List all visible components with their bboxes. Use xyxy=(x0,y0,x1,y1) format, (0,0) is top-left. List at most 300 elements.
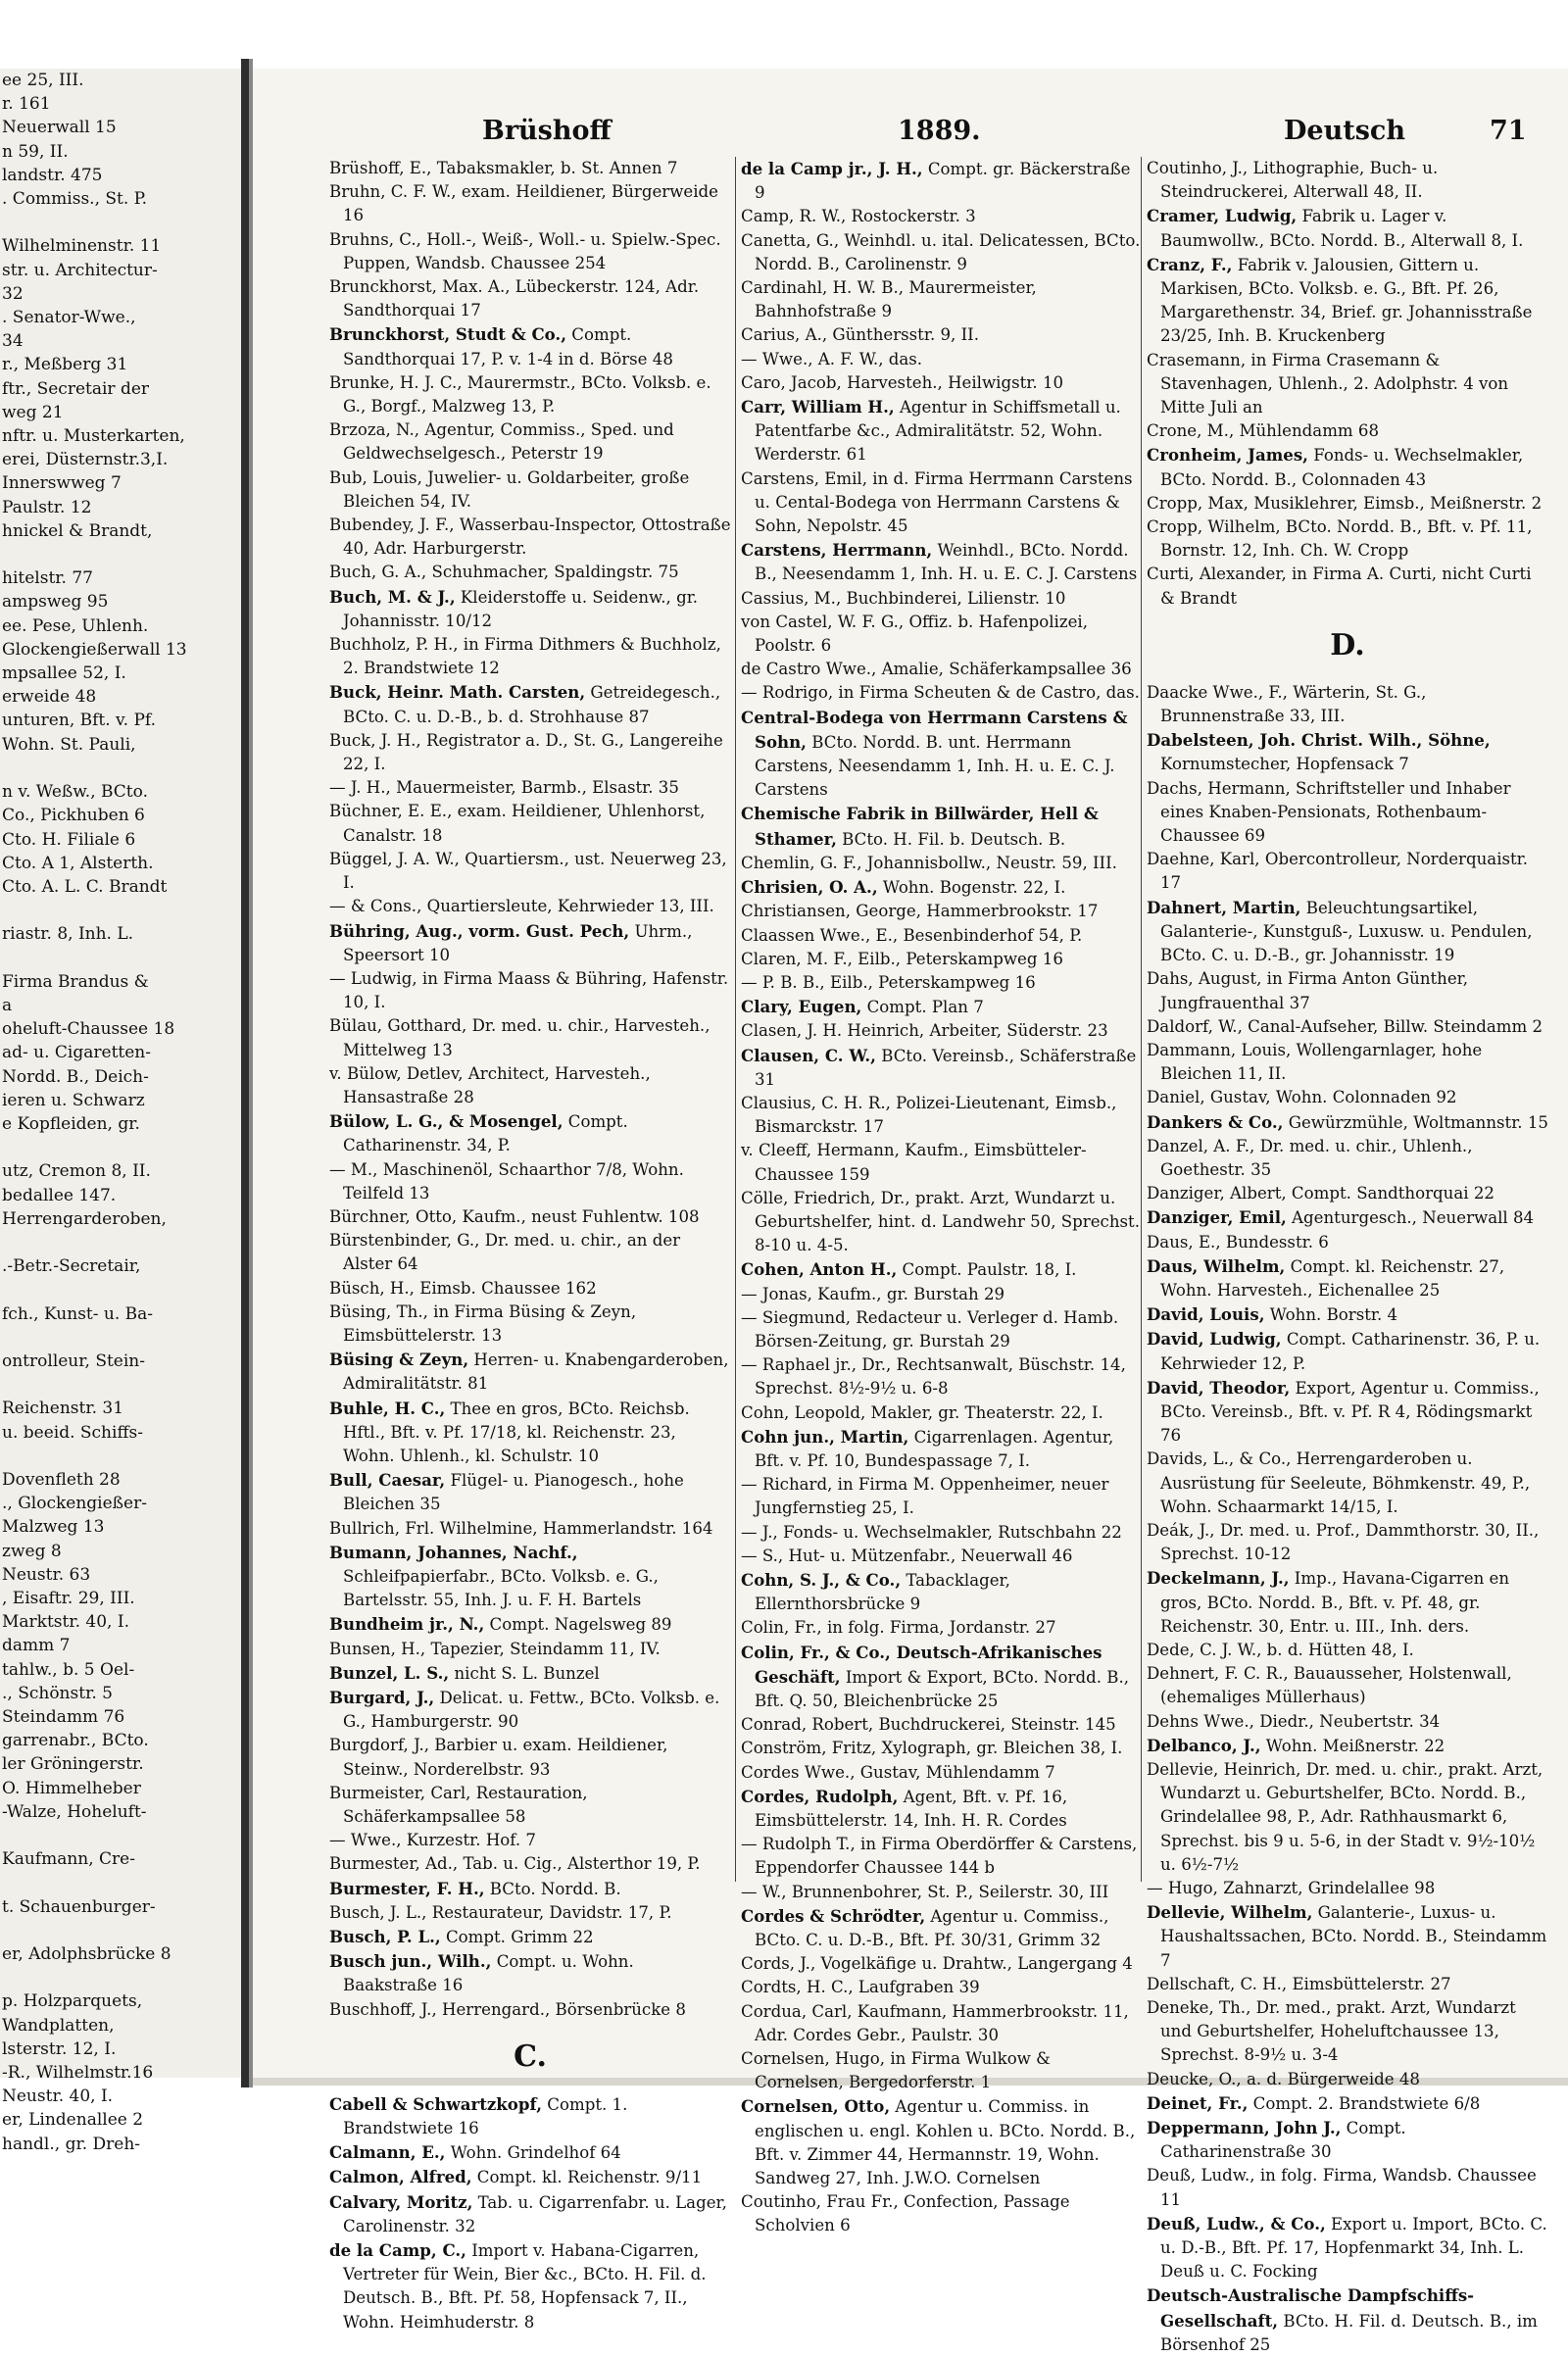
entry-details: Architect, Harvesteh., Hansastraße 28 xyxy=(343,1063,651,1106)
entry-details: Xylograph, gr. Bleichen 38, I. xyxy=(876,1739,1123,1758)
entry-name: Bülow, L. G., & Mosengel, xyxy=(329,1111,564,1132)
facing-page-line: zweg 8 xyxy=(2,1541,62,1561)
entry-name: Burgdorf, J., xyxy=(329,1736,429,1755)
facing-page-line: er, Lindenallee 2 xyxy=(2,2110,144,2131)
entry-name: Carstens, Herrmann, xyxy=(741,540,933,561)
entry-name: Claren, M. F., xyxy=(741,949,853,968)
entry-details: Agenturgesch., Neuerwall 84 xyxy=(1286,1208,1535,1228)
facing-page-line: Marktstr. 40, I. xyxy=(2,1612,129,1633)
directory-entry xyxy=(1147,1376,1548,1449)
facing-page-line xyxy=(0,1824,241,1847)
facing-page-line xyxy=(0,1919,241,1942)
facing-page-line: utz, Cremon 8, II. xyxy=(2,1161,151,1182)
directory-entry xyxy=(741,706,1143,803)
entry-name: Cords, J., xyxy=(741,1954,816,1974)
directory-entry xyxy=(1147,419,1548,443)
entry-details: Lübeckerstr. 124, Adr. Sandthorquai 17 xyxy=(343,277,700,320)
facing-page-line: , Eisaftr. 29, III. xyxy=(2,1589,135,1608)
entry-name: Busch, P. L., xyxy=(329,1927,441,1947)
entry-name: — & Cons., xyxy=(329,897,422,916)
facing-page-line xyxy=(0,757,241,780)
entry-details: Schuhmacher, Spaldingstr. 75 xyxy=(426,563,679,582)
entry-name: Bruhns, C., xyxy=(329,229,421,249)
facing-page-line: ontrolleur, Stein- xyxy=(2,1350,145,1371)
directory-entry xyxy=(329,1277,731,1301)
directory-entry xyxy=(1147,1086,1548,1109)
entry-name: Daacke Wwe., F., xyxy=(1147,682,1288,702)
entry-name: Daus, E., xyxy=(1147,1232,1221,1252)
entry-name: — Siegmund, xyxy=(741,1307,851,1327)
entry-details: Compt. kl. Reichenstr. 9/11 xyxy=(471,2168,703,2187)
entry-name: Buchholz, P. H., xyxy=(329,635,459,655)
entry-details: Buchdruckerei, Steinstr. 145 xyxy=(873,1715,1116,1735)
facing-page-line: O. Himmelheber xyxy=(2,1778,141,1798)
entry-name: Cölle, Friedrich, xyxy=(741,1188,876,1207)
entry-name: — Ludwig, xyxy=(329,968,417,988)
entry-name: — Wwe., A. F. W., xyxy=(741,349,884,368)
entry-details: Lithographie, Buch- u. Steindruckerei, Alterwall 48, II. xyxy=(1160,159,1439,202)
entry-name: Cronheim, James, xyxy=(1147,445,1308,466)
directory-entry xyxy=(329,1062,731,1109)
facing-page-line: Nordd. B., Deich- xyxy=(2,1066,149,1087)
entry-name: Calvary, Moritz, xyxy=(329,2191,473,2212)
entry-details: Import & Export, BCto. Nordd. B., Bft. Q. 50, Bleichenbrücke 25 xyxy=(755,1667,1130,1710)
entry-details: in Firma A. Curti, nicht Curti & Brandt xyxy=(1160,565,1532,608)
directory-entry xyxy=(329,1348,731,1396)
facing-page-line: Dovenfleth 28 xyxy=(2,1469,121,1490)
entry-name: Cornelsen, Hugo, xyxy=(741,2049,886,2069)
entry-name: Deák, J., xyxy=(1147,1520,1215,1540)
entry-details: Günthersstr. 9, II. xyxy=(827,325,979,345)
facing-page-line xyxy=(0,1871,241,1894)
entry-name: v. Cleeff, Hermann, xyxy=(741,1141,900,1160)
entry-details: Laufgraben 39 xyxy=(853,1978,980,1997)
directory-column-2 xyxy=(741,157,1143,2235)
directory-entry xyxy=(741,1092,1143,1139)
entry-details: Wohn. Colonnaden 92 xyxy=(1270,1088,1457,1107)
entry-details: Agentur in Schiffsmetall u. Patentfarbe &c., Admiralitätstr. 52, Wohn. Werderstr. 61 xyxy=(755,398,1121,465)
entry-details: BCto. Nordd. B. xyxy=(484,1879,621,1898)
directory-entry xyxy=(1147,2091,1548,2116)
directory-entry xyxy=(329,1301,731,1348)
directory-entry xyxy=(329,585,731,633)
entry-name: Bumann, Johannes, Nachf., xyxy=(329,1542,578,1562)
entry-name: Büsch, H., xyxy=(329,1278,415,1298)
entry-details: Compt. Paulstr. 18, I. xyxy=(897,1260,1077,1280)
entry-details: Bundesstr. 6 xyxy=(1220,1232,1329,1252)
entry-details: Mühlendamm 68 xyxy=(1234,421,1380,441)
directory-entry xyxy=(1147,253,1548,349)
entry-name: Cohn, Leopold, xyxy=(741,1402,866,1422)
entry-name: von Castel, W. F. G., xyxy=(741,612,905,631)
entry-name: Daldorf, W., xyxy=(1147,1016,1243,1036)
entry-details: Export, Agentur u. Commiss., BCto. Vereinsb., Bft. v. Pf. R 4, Rödingsmarkt 76 xyxy=(1160,1378,1540,1446)
directory-entry xyxy=(741,875,1143,900)
directory-entry xyxy=(1147,681,1548,728)
entry-details: Eilb., Peterskampweg 16 xyxy=(852,949,1063,968)
entry-name: Camp, R. W., xyxy=(741,207,847,226)
directory-entry xyxy=(329,514,731,561)
entry-name: — Richard, xyxy=(741,1475,833,1495)
entry-details: Fonds- u. Wechselmakler, Rutschbahn 22 xyxy=(777,1522,1122,1542)
facing-page-line: Herrengarderoben, xyxy=(2,1208,167,1229)
directory-entry xyxy=(1147,1327,1548,1375)
entry-details: Gewürzmühle, Woltmannstr. 15 xyxy=(1283,1112,1548,1132)
entry-details: Johannisbollw., Neustr. 59, III. xyxy=(861,853,1117,872)
facing-page-line: damm 7 xyxy=(2,1636,71,1656)
entry-name: Dehnert, F. C. R., xyxy=(1147,1664,1289,1684)
facing-page-line: Cto. H. Filiale 6 xyxy=(2,829,136,850)
directory-entry xyxy=(741,1425,1143,1473)
entry-name: Daehne, Karl, xyxy=(1147,850,1260,869)
entry-details: Vogelkäfige u. Drahtw., Langergang 4 xyxy=(815,1954,1133,1974)
entry-details: Tapezier, Steindamm 11, IV. xyxy=(425,1639,661,1658)
entry-details: Hammerlandstr. 164 xyxy=(537,1518,713,1538)
entry-details: Tab. u. Cig., Alsterthor 19, P. xyxy=(458,1854,701,1874)
entry-name: Cabell & Schwartzkopf, xyxy=(329,2093,542,2114)
entry-name: — Raphael jr., xyxy=(741,1355,858,1375)
directory-entry xyxy=(1147,1448,1548,1519)
directory-entry xyxy=(741,1257,1143,1282)
entry-name: Büchner, E. E., xyxy=(329,802,453,821)
entry-details: Schriftsteller und Inhaber eines Knaben-Pensionats, Rothenbaum-Chaussee 69 xyxy=(1160,778,1511,846)
directory-entry xyxy=(1147,1205,1548,1230)
entry-name: Calmon, Alfred, xyxy=(329,2167,472,2187)
entry-details: in folg. Firma, Wandsb. Chaussee 11 xyxy=(1160,2166,1537,2209)
directory-entry xyxy=(1147,1639,1548,1662)
entry-details: Agent, Bft. v. Pf. 16, Eimsbüttelerstr. 14, Inh. H. R. Cordes xyxy=(755,1787,1068,1831)
entry-details: in folg. Firma, Jordanstr. 27 xyxy=(821,1618,1056,1638)
facing-page-line: . Commiss., St. P. xyxy=(2,189,148,210)
facing-page-line: 32 xyxy=(2,283,24,304)
facing-page-line xyxy=(0,1278,241,1301)
directory-entry xyxy=(329,776,731,800)
facing-page-line: t. Schauenburger- xyxy=(2,1896,156,1917)
column-rule-2 xyxy=(1141,157,1142,1882)
entry-name: — Rodrigo, xyxy=(741,683,834,703)
directory-entry xyxy=(741,276,1143,323)
facing-page-line xyxy=(0,1445,241,1468)
entry-details: Polizei-Lieutenant, Eimsb., Bismarckstr. 17 xyxy=(755,1093,1117,1137)
directory-entry xyxy=(741,852,1143,875)
directory-entry xyxy=(329,2092,731,2140)
entry-details: Flügel- u. Pianogesch., hohe Bleichen 35 xyxy=(343,1471,684,1514)
directory-entry xyxy=(329,633,731,680)
entry-name: Danziger, Emil, xyxy=(1147,1207,1287,1228)
entry-details: Kleiderstoffe u. Seidenw., gr. Johannisstr. 10/12 xyxy=(343,587,699,630)
entry-details: BCto. Nordd. B., Bft. v. Pf. 11, Bornstr. 12, Inh. Ch. W. Cropp xyxy=(1160,517,1533,561)
facing-page-line: weg 21 xyxy=(2,402,64,422)
directory-entry xyxy=(741,995,1143,1019)
entry-name: Buch, G. A., xyxy=(329,563,427,582)
directory-entry xyxy=(329,1734,731,1781)
entry-details: Delicat. u. Fettw., BCto. Volksb. e. G., Hamburgerstr. 90 xyxy=(343,1689,720,1732)
directory-entry xyxy=(329,919,731,967)
running-header xyxy=(0,116,1568,155)
directory-entry xyxy=(1147,516,1548,563)
directory-entry xyxy=(741,611,1143,658)
facing-page-line: Neustr. 40, I. xyxy=(2,2087,114,2107)
directory-entry xyxy=(329,1541,731,1613)
directory-entry xyxy=(329,180,731,227)
directory-entry xyxy=(329,680,731,728)
facing-page-line xyxy=(0,899,241,922)
entry-details: Dr. med. u. Prof., Dammthorstr. 30, II., Sprechst. 10-12 xyxy=(1160,1520,1540,1564)
directory-entry xyxy=(1147,563,1548,610)
entry-details: Amalie, Schäferkampsallee 36 xyxy=(876,660,1132,679)
directory-entry xyxy=(1147,1039,1548,1086)
year-heading: 1889. xyxy=(898,116,981,146)
entry-name: Büsing & Zeyn, xyxy=(329,1350,469,1370)
directory-entry xyxy=(741,1713,1143,1737)
directory-entry xyxy=(329,1949,731,1997)
entry-name: Chemlin, G. F., xyxy=(741,853,862,872)
facing-page-line: bedallee 147. xyxy=(2,1185,117,1205)
entry-details: Eimsbüttelerstr. 27 xyxy=(1287,1974,1451,1993)
entry-details: Brunnenbohrer, St. P., Seilerstr. 30, III xyxy=(786,1882,1109,1901)
entry-name: Dabelsteen, Joh. Christ. Wilh., Söhne, xyxy=(1147,730,1491,751)
entry-details: Wohn. Borstr. 4 xyxy=(1264,1305,1398,1325)
entry-details: Kurzestr. Hof. 7 xyxy=(401,1831,536,1850)
entry-details: Dr. med. u. chir., Harvesteh., Mittelweg 13 xyxy=(343,1016,710,1059)
entry-name: Carr, William H., xyxy=(741,397,895,417)
entry-details: Restauration, Schäferkampsallee 58 xyxy=(343,1783,588,1827)
entry-details: exam. Heildiener, Bürgerweide 16 xyxy=(343,182,718,225)
entry-details: Getreidegesch., BCto. C. u. D.-B., b. d. Strohhause 87 xyxy=(343,683,721,726)
facing-page-line: tahlw., b. 5 Oel- xyxy=(2,1659,135,1680)
facing-page-line: garrenabr., BCto. xyxy=(2,1731,149,1751)
entry-details: in Firma Scheuten & de Castro, das. xyxy=(833,683,1140,703)
directory-entry xyxy=(1147,204,1548,252)
entry-details: in Firma Büsing & Zeyn, Eimsbüttelerstr. 13 xyxy=(343,1301,637,1345)
facing-page-line: riastr. 8, Inh. L. xyxy=(2,924,134,945)
entry-details: das. xyxy=(883,349,923,368)
entry-details: Export u. Import, BCto. C. u. D.-B., Bft. Pf. 17, Hopfenmarkt 34, Inh. L. Deuß u. C. Focking xyxy=(1160,2214,1547,2282)
entry-details: Compt. Sandthorquai 17, P. v. 1-4 in d. Börse 48 xyxy=(343,325,673,368)
entry-details: Herren- u. Knabengarderoben, Admiralitätstr. 81 xyxy=(343,1350,729,1394)
entry-details: Musiklehrer, Eimsb., Meißnerstr. 2 xyxy=(1248,493,1543,513)
directory-entry xyxy=(741,658,1143,681)
running-head-right: Deutsch xyxy=(1284,116,1405,146)
entry-name: Dellevie, Heinrich, xyxy=(1147,1760,1301,1779)
entry-name: Dede, C. J. W., xyxy=(1147,1640,1262,1659)
entry-details: Holl.-, Weiß-, Woll.- u. Spielw.-Spec. Puppen, Wandsb. Chaussee 254 xyxy=(343,229,721,272)
directory-entry xyxy=(1147,492,1548,516)
directory-entry xyxy=(741,371,1143,395)
entry-name: Dahnert, Martin, xyxy=(1147,897,1301,917)
directory-entry xyxy=(741,1019,1143,1043)
entry-name: — J. H., xyxy=(329,778,391,798)
directory-entry xyxy=(741,1139,1143,1186)
entry-name: Büsing, Th., xyxy=(329,1301,428,1321)
directory-entry xyxy=(741,681,1143,705)
facing-page-line: -Walze, Hoheluft- xyxy=(2,1801,147,1822)
facing-page-line: er, Adolphsbrücke 8 xyxy=(2,1944,172,1965)
facing-page-line: ftr., Secretair der xyxy=(2,378,150,399)
entry-details: Compt. Plan 7 xyxy=(861,998,984,1017)
directory-entry xyxy=(741,1785,1143,1833)
directory-entry xyxy=(329,1397,731,1469)
directory-entry xyxy=(329,2165,731,2189)
directory-entry xyxy=(329,1205,731,1229)
entry-name: Dammann, Louis, xyxy=(1147,1040,1292,1059)
directory-entry xyxy=(741,467,1143,539)
facing-page-line: Glockengießerwall 13 xyxy=(2,639,187,660)
entry-name: Crone, M., xyxy=(1147,421,1235,441)
facing-page-line: 34 xyxy=(2,331,24,352)
entry-name: — W., xyxy=(741,1882,787,1901)
directory-entry xyxy=(329,848,731,895)
facing-page-line: ee. Pese, Uhlenh. xyxy=(2,615,149,636)
entry-name: Bunzel, L. S., xyxy=(329,1662,450,1683)
directory-entry xyxy=(1147,1758,1548,1877)
entry-details: Weinhdl., BCto. Nordd. B., Neesendamm 1, Inh. H. u. E. C. J. Carstens xyxy=(755,541,1138,584)
entry-details: Offiz. b. Hafenpolizei, Poolstr. 6 xyxy=(755,612,1088,656)
entry-name: Clausius, C. H. R., xyxy=(741,1093,891,1112)
directory-entry xyxy=(329,1661,731,1686)
entry-details: in Firma Wulkow & Cornelsen, Bergedorferstr. 1 xyxy=(755,2049,1051,2092)
directory-entry xyxy=(329,322,731,370)
book-gutter xyxy=(241,59,249,2087)
facing-page-line: a xyxy=(2,995,13,1015)
entry-name: Bülau, Gotthard, xyxy=(329,1016,467,1036)
entry-details: Compt. Catharinenstr. 36, P. u. Kehrwieder 12, P. xyxy=(1160,1330,1541,1373)
section-letter-heading: C. xyxy=(514,2038,547,2074)
entry-name: Cramer, Ludwig, xyxy=(1147,206,1298,226)
entry-details: in Firma Maass & Bühring, Hafenstr. 10, I. xyxy=(343,968,729,1012)
entry-details: Cigarrenlagen. Agentur, Bft. v. Pf. 10, Bundespassage 7, I. xyxy=(755,1427,1114,1470)
entry-name: — M., xyxy=(329,1159,378,1179)
entry-name: Brzoza, N., xyxy=(329,420,420,440)
directory-entry xyxy=(741,2000,1143,2047)
facing-page-line xyxy=(0,1373,241,1397)
facing-page-line: Wohn. St. Pauli, xyxy=(2,734,136,755)
directory-entry xyxy=(741,1568,1143,1616)
entry-details: Dr. med. u. chir., prakt. Arzt, Wundarzt u. Geburtshelfer, BCto. Nordd. B., Grindelallee 98, P., Adr. Rathhausmarkt 6, Sprechst. bis 9 u. 5-6, in der Stadt v. 9½-10½ u. 6½-7½ xyxy=(1160,1760,1544,1874)
directory-entry xyxy=(1147,728,1548,776)
directory-entry xyxy=(741,1833,1143,1880)
directory-entry xyxy=(741,1952,1143,1976)
facing-page-line: handl., gr. Dreh- xyxy=(2,2134,141,2154)
directory-entry xyxy=(741,1761,1143,1785)
entry-details: in d. Firma Herrmann Carstens u. Cental-Bodega von Herrmann Carstens & Sohn, Nepolstr. 45 xyxy=(755,468,1133,536)
facing-page-line: . Senator-Wwe., xyxy=(2,308,136,328)
directory-entry xyxy=(741,395,1143,467)
entry-name: Dachs, Hermann, xyxy=(1147,778,1291,798)
entry-name: Bullrich, Frl. Wilhelmine, xyxy=(329,1518,538,1538)
entry-details: Maurermstr., BCto. Volksb. e. G., Borgf., Malzweg 13, P. xyxy=(343,372,711,417)
entry-name: Bruhn, C. F. W., xyxy=(329,182,457,202)
entry-details: Redacteur u. Verleger d. Hamb. Börsen-Zeitung, gr. Burstah 29 xyxy=(755,1307,1119,1350)
directory-entry xyxy=(1147,443,1548,491)
entry-details: Confection, Passage Scholvien 6 xyxy=(755,2192,1070,2235)
entry-name: Büggel, J. A. W., xyxy=(329,849,460,868)
entry-name: Deutsch-Australische Dampfschiffs-Gesellschaft, xyxy=(1147,2285,1475,2331)
entry-name: v. Bülow, Detlev, xyxy=(329,1063,464,1083)
entry-details: Agentur, Commiss., Sped. und Geldwechselgesch., Peterstr 19 xyxy=(343,420,674,464)
directory-entry xyxy=(1147,1877,1548,1900)
entry-details: Makler, gr. Theaterstr. 22, I. xyxy=(865,1402,1103,1422)
directory-entry xyxy=(1147,1015,1548,1039)
facing-page-line: Wilhelminenstr. 11 xyxy=(2,236,162,257)
directory-entry xyxy=(1147,2212,1548,2284)
directory-entry xyxy=(741,205,1143,228)
directory-entry xyxy=(329,1998,731,2022)
directory-entry xyxy=(741,924,1143,948)
entry-details: Compt. 1. Brandstwiete 16 xyxy=(343,2094,628,2138)
entry-details: Registrator a. D., St. G., Langereihe 22, I. xyxy=(343,730,723,774)
directory-entry xyxy=(329,228,731,275)
facing-page-line: p. Holzparquets, xyxy=(2,1991,143,2012)
directory-entry xyxy=(1147,1110,1548,1135)
entry-name: Chrisien, O. A., xyxy=(741,877,878,898)
facing-page-line: Neuerwall 15 xyxy=(2,118,117,138)
entry-details: Maschinenöl, Schaarthor 7/8, Wohn. Teilfeld 13 xyxy=(343,1159,684,1203)
facing-page-line: ., Schönstr. 5 xyxy=(2,1683,113,1703)
entry-name: Cardinahl, H. W. B., xyxy=(741,278,905,298)
directory-entry xyxy=(1147,2116,1548,2164)
entry-name: Corduа, Carl, xyxy=(741,2001,853,2021)
directory-entry xyxy=(329,466,731,514)
entry-details: Buchbinderei, Lilienstr. 10 xyxy=(841,588,1066,608)
facing-page-line xyxy=(0,1136,241,1159)
entry-details: Weinhdl. u. ital. Delicatessen, BCto. Nordd. B., Carolinenstr. 9 xyxy=(755,230,1141,273)
entry-name: Canetta, G., xyxy=(741,230,840,250)
entry-details: Dr. med., prakt. Arzt, Wundarzt und Geburtshelfer, Hoheluftchaussee 13, Sprechst. 8-9½ u. 3-4 xyxy=(1160,1998,1516,2065)
entry-name: Dahs, August, xyxy=(1147,969,1262,989)
facing-page-line: unturen, Bft. v. Pf. xyxy=(2,711,156,731)
entry-name: Cordts, H. C., xyxy=(741,1978,854,1997)
entry-details: Fonds- u. Wechselmakler, BCto. Nordd. B., Colonnaden 43 xyxy=(1160,446,1524,489)
facing-page-line: hnickel & Brandt, xyxy=(2,520,153,541)
entry-name: Buhle, H. C., xyxy=(329,1398,446,1418)
entry-details: Eimsb. Chaussee 162 xyxy=(414,1278,597,1298)
facing-page-line: fch., Kunst- u. Ba- xyxy=(2,1303,154,1324)
entry-details: Herrengarderoben u. Ausrüstung für Seeleute, Böhmkenstr. 49, P., Wohn. Schaarmarkt 14/15, I. xyxy=(1160,1449,1531,1516)
entry-details: b. d. Hütten 48, I. xyxy=(1261,1640,1414,1659)
entry-name: Cohn, S. J., & Co., xyxy=(741,1569,902,1590)
entry-details: Wohn. Bogenstr. 22, I. xyxy=(877,878,1066,898)
directory-entry xyxy=(329,1229,731,1276)
facing-page-line: ampsweg 95 xyxy=(2,592,109,613)
directory-entry xyxy=(1147,1996,1548,2068)
entry-details: Fabrik u. Lager v. Baumwollw., BCto. Nordd. B., Alterwall 8, I. xyxy=(1160,207,1524,250)
entry-details: Kaufmann, Hammerbrookstr. 11, Adr. Cordes Gebr., Paulstr. 30 xyxy=(755,2001,1129,2044)
facing-page-line: Neustr. 63 xyxy=(2,1564,91,1585)
entry-name: Buck, Heinr. Math. Carsten, xyxy=(329,682,586,703)
directory-entry xyxy=(741,1473,1143,1520)
directory-entry xyxy=(741,2094,1143,2190)
entry-details: Canal-Aufseher, Billw. Steindamm 2 xyxy=(1242,1016,1544,1036)
directory-entry xyxy=(741,802,1143,851)
entry-name: Daniel, Gustav, xyxy=(1147,1088,1271,1107)
entry-details: Agentur u. Commiss. in englischen u. engl. Kohlen u. BCto. Nordd. B., Bft. v. Zimmer 44, Hermannstr. 19, Wohn. Sandweg 27, Inh. J.W.O. Cornelsen xyxy=(755,2097,1136,2188)
directory-entry xyxy=(741,1545,1143,1568)
entry-name: Bull, Caesar, xyxy=(329,1470,446,1491)
entry-name: Cropp, Wilhelm, xyxy=(1147,517,1281,537)
entry-name: Bürchner, Otto, xyxy=(329,1206,458,1226)
running-head-left: Brüshoff xyxy=(482,116,612,146)
directory-entry xyxy=(329,1782,731,1829)
entry-details: Compt. kl. Reichenstr. 27, Wohn. Harvesteh., Eichenallee 25 xyxy=(1160,1256,1505,1300)
entry-name: Deinet, Fr., xyxy=(1147,2092,1249,2113)
directory-entry xyxy=(741,2047,1143,2094)
entry-details: Compt. Sandthorquai 22 xyxy=(1286,1184,1494,1203)
directory-entry xyxy=(329,1014,731,1061)
entry-details: Arbeiter, Süderstr. 23 xyxy=(924,1021,1108,1041)
entry-details: Zahnarzt, Grindelallee 98 xyxy=(1217,1879,1436,1898)
entry-name: Davids, L., & Co., xyxy=(1147,1449,1292,1469)
